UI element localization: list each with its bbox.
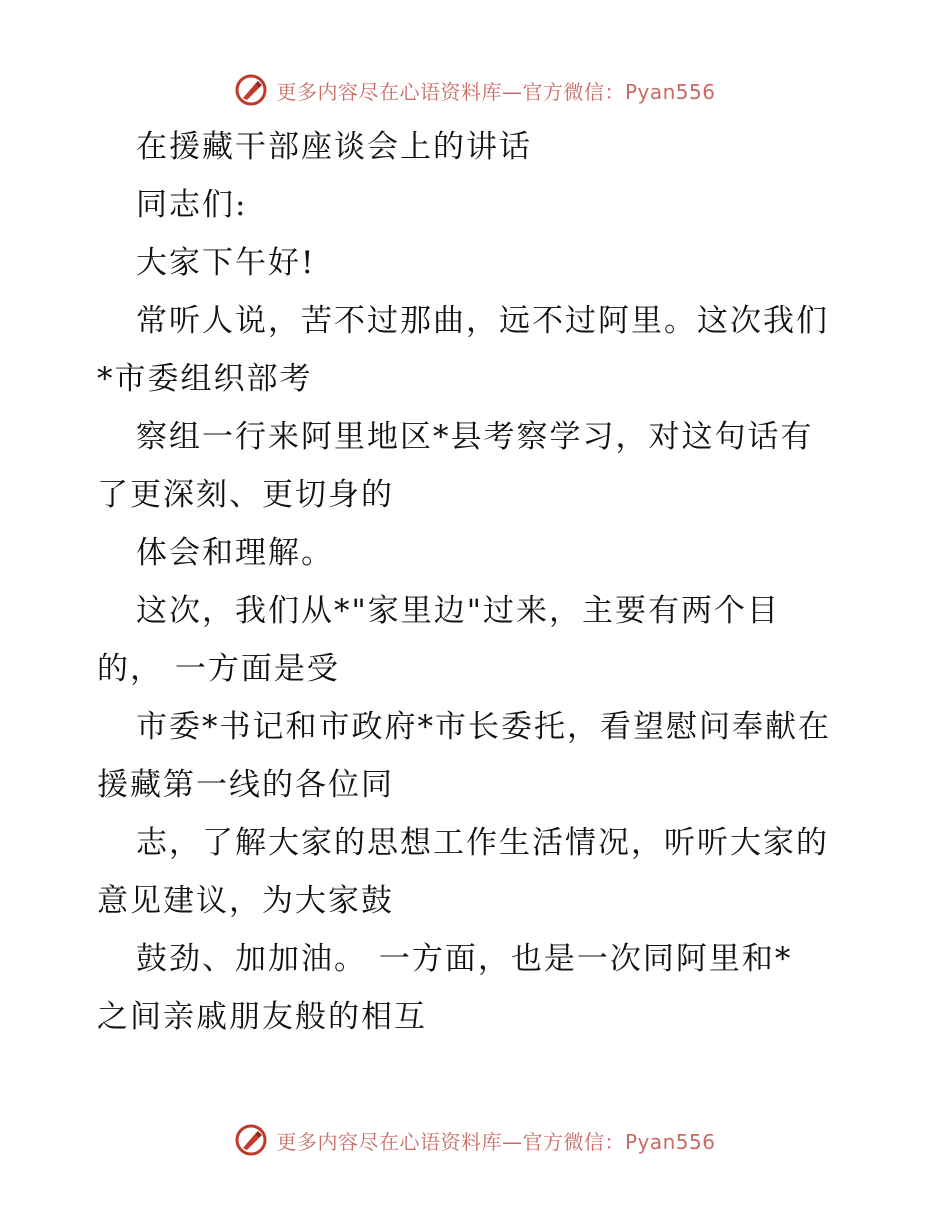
text-line: 这次，我们从*"家里边"过来，主要有两个目: [136, 593, 781, 629]
text-line: 察组一行来阿里地区*县考察学习，对这句话有: [136, 419, 814, 455]
header-watermark: [0, 70, 950, 110]
watermark-text: 更多内容尽在心语资料库—官方微信：Pyan556: [276, 79, 716, 104]
text-line: 常听人说，苦不过那曲，远不过阿里。这次我们: [136, 303, 829, 339]
text-line: 之间亲戚朋友般的相互: [97, 999, 427, 1035]
pen-nib-logo-icon: [234, 1123, 268, 1157]
text-line: 的， 一方面是受: [97, 651, 340, 687]
footer-watermark: [0, 1120, 950, 1160]
text-line: 市委*书记和市政府*市长委托，看望慰问奉献在: [136, 709, 831, 745]
text-line: 了更深刻、更切身的: [97, 477, 394, 513]
text-line: 志，了解大家的思想工作生活情况，听听大家的: [136, 825, 829, 861]
text-line: *市委组织部考: [97, 361, 313, 397]
text-line: 援藏第一线的各位同: [97, 767, 394, 803]
text-line: 鼓劲、加加油。 一方面，也是一次同阿里和*: [136, 941, 793, 977]
text-line: 在援藏干部座谈会上的讲话: [136, 129, 532, 165]
text-line: 体会和理解。: [136, 535, 334, 571]
pen-nib-logo-icon: [234, 73, 268, 107]
text-line: 大家下午好!: [136, 245, 316, 281]
text-line: 同志们:: [136, 187, 248, 223]
watermark-text: 更多内容尽在心语资料库—官方微信：Pyan556: [276, 1129, 716, 1154]
text-line: 意见建议，为大家鼓: [97, 883, 394, 919]
document-body: [97, 118, 867, 1046]
